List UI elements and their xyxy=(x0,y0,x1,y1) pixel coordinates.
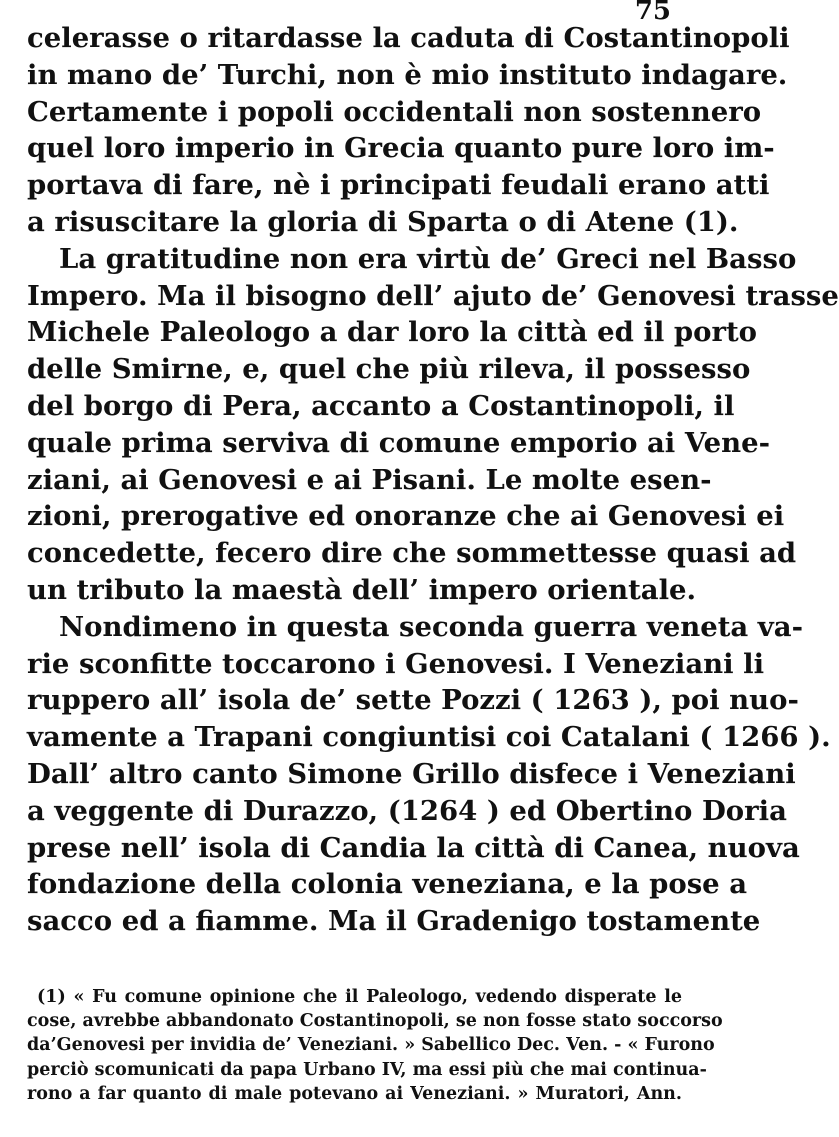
text-line: prese nell’ isola di Candia la città di Canea, nuova xyxy=(27,831,800,864)
body-text xyxy=(27,20,839,940)
footnote xyxy=(27,985,723,1106)
text-line: fondazione della colonia veneziana, e la pose a xyxy=(27,868,748,901)
text-line: Dall’ altro canto Simone Grillo disfece i Veneziani xyxy=(27,757,796,790)
text-line: vamente a Trapani congiuntisi coi Catalani ( 1266 ). xyxy=(27,721,831,754)
footnote-line: cose, avrebbe abbandonato Costantinopoli, se non fosse stato soccorso xyxy=(27,1011,723,1032)
paragraph-start-line: La gratitudine non era virtù de’ Greci nel Basso xyxy=(59,242,797,275)
footnote-line: perciò scomunicati da papa Urbano IV, ma essi più che mai continua- xyxy=(27,1059,707,1080)
footnote-line: (1) « Fu comune opinione che il Paleologo, vedendo disperate le xyxy=(37,987,682,1007)
text-line: quel loro imperio in Grecia quanto pure loro im- xyxy=(27,132,775,165)
text-line: quale prima serviva di comune emporio ai Vene- xyxy=(27,426,771,459)
text-line: a risuscitare la gloria di Sparta o di Atene (1). xyxy=(27,205,739,238)
text-line: sacco ed a fiamme. Ma il Gradenigo tostamente xyxy=(27,905,761,938)
text-line: un tributo la maestà dell’ impero orientale. xyxy=(27,573,697,606)
text-line: del borgo di Pera, accanto a Costantinopoli, il xyxy=(27,389,735,422)
text-line: zioni, prerogative ed onoranze che ai Genovesi ei xyxy=(27,500,785,533)
footnote-line: da’Genovesi per invidia de’ Veneziani. » Sabellico Dec. Ven. - « Furono xyxy=(27,1035,715,1056)
text-line: Impero. Ma il bisogno dell’ ajuto de’ Genovesi trasse xyxy=(27,279,839,312)
text-line: celerasse o ritardasse la caduta di Costantinopoli xyxy=(27,22,790,54)
text-line: ziani, ai Genovesi e ai Pisani. Le molte esen- xyxy=(27,463,712,496)
text-line: concedette, fecero dire che sommettesse quasi ad xyxy=(27,537,797,570)
paragraph-start-line: Nondimeno in questa seconda guerra veneta va- xyxy=(59,610,804,643)
text-line: portava di fare, nè i principati feudali erano atti xyxy=(27,169,770,202)
footnote-line: rono a far quanto di male potevano ai Veneziani. » Muratori, Ann. xyxy=(27,1083,682,1104)
text-line: Michele Paleologo a dar loro la città ed il porto xyxy=(27,316,758,349)
text-line: delle Smirne, e, quel che più rileva, il possesso xyxy=(27,353,751,386)
text-line: rie sconfitte toccarono i Genovesi. I Veneziani li xyxy=(27,647,765,680)
text-line: a veggente di Durazzo, (1264 ) ed Obertino Doria xyxy=(27,794,787,827)
text-line: ruppero all’ isola de’ sette Pozzi ( 1263 ), poi nuo- xyxy=(27,684,799,717)
page-number: 75 xyxy=(634,0,671,26)
text-line: in mano de’ Turchi, non è mio instituto indagare. xyxy=(27,58,788,91)
text-line: Certamente i popoli occidentali non sostennero xyxy=(27,95,762,128)
